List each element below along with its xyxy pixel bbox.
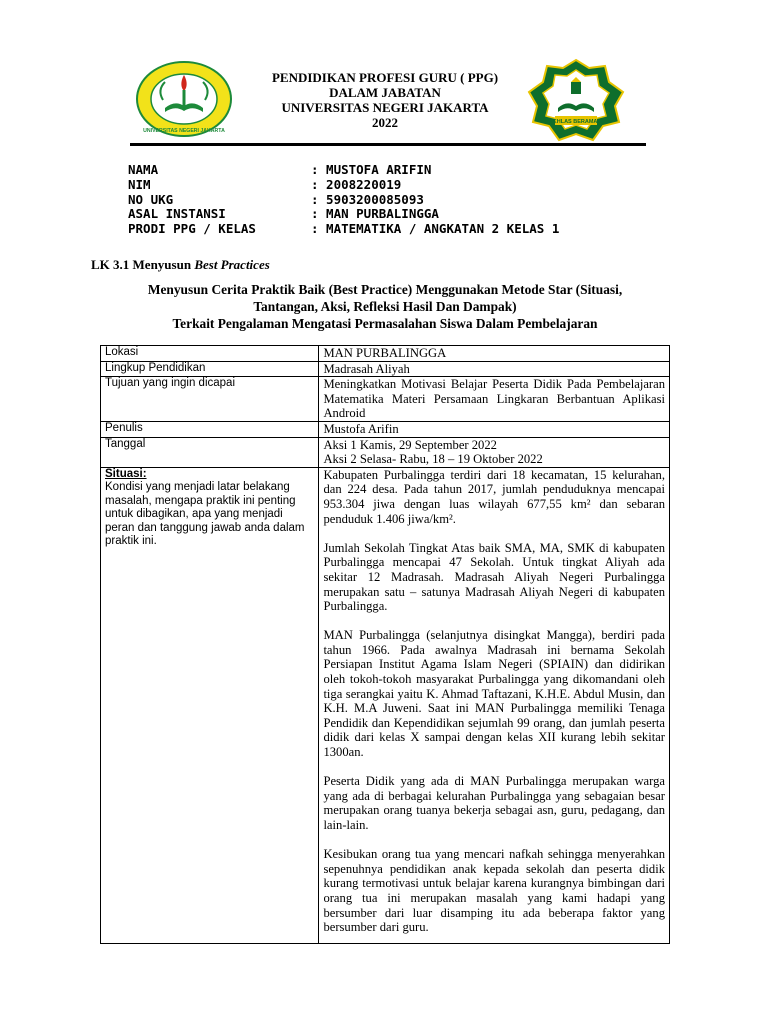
lk-italic: Best Practices [194,257,270,272]
kemenag-logo-text: IKHLAS BERAMAL [551,119,601,125]
title-line-2: Tantangan, Aksi, Refleksi Hasil Dan Dampak) [253,299,517,314]
table-row [101,421,670,437]
tanggal-aksi-1: Aksi 1 Kamis, 29 September 2022 [323,437,497,452]
identity-block [128,163,648,237]
tanggal-aksi-2: Aksi 2 Selasa- Rabu, 18 – 19 Oktober 2022 [323,452,543,467]
document-title [95,281,675,332]
row-value-tanggal [319,437,670,467]
header-title-block [232,70,538,130]
row-label-situasi [101,467,319,943]
situasi-paragraph: Peserta Didik yang ada di MAN Purbalingga merupakan warga yang ada di berbagai kelurahan Purbalingga yang sebagaian besar merupakan orang tuanya bekerja sebagai asn, guru, pedagang, dan lain-lain. [323,774,665,832]
row-value-penulis: Mustofa Arifin [319,421,670,437]
header-line-3: UNIVERSITAS NEGERI JAKARTA [281,100,489,115]
table-row [101,361,670,377]
identity-row [128,178,648,193]
lk-prefix: LK 3.1 Menyusun [91,257,195,272]
identity-value: : MUSTOFA ARIFIN [311,162,432,177]
lk-heading [91,257,270,273]
identity-value: : MAN PURBALINGGA [311,206,439,222]
row-value-lingkup: Madrasah Aliyah [319,361,670,377]
row-value-tujuan: Meningkatkan Motivasi Belajar Peserta Didik Pada Pembelajaran Matematika Materi Persamaan Lingkaran Berbantuan Aplikasi Android [319,377,670,422]
identity-key: PRODI PPG / KELAS [128,221,256,237]
identity-row [128,207,648,222]
unj-logo [135,60,233,138]
identity-key: NAMA [128,162,159,177]
situasi-description: Kondisi yang menjadi latar belakang masalah, mengapa praktik ini penting untuk dibagikan, apa yang menjadi peran dan tanggung jawab anda dalam praktik ini. [105,481,305,548]
row-value-situasi [319,467,670,943]
identity-key: NO UKG [128,191,174,207]
header-line-4: 2022 [372,115,398,130]
identity-value: : MATEMATIKA / ANGKATAN 2 KELAS 1 [311,221,560,237]
header-line-2: DALAM JABATAN [329,85,441,100]
row-label-tujuan: Tujuan yang ingin dicapai [101,377,319,422]
best-practice-table [100,345,670,944]
identity-value: : 5903200085093 [311,191,424,207]
identity-value: : 2008220019 [311,176,402,192]
unj-logo-text: UNIVERSITAS NEGERI JAKARTA [143,128,225,134]
row-label-lokasi: Lokasi [101,346,319,362]
situasi-paragraph: Kabupaten Purbalingga terdiri dari 18 kecamatan, 15 kelurahan, dan 224 desa. Pada tahun 2017, jumlah penduduknya mencapai 953.304 jiwa dengan luas wilayah 677,55 km² dan sebaran penduduk 1.406 jiwa/km². [323,467,665,526]
situasi-heading: Situasi: [105,467,147,480]
situasi-paragraph: MAN Purbalingga (selanjutnya disingkat Mangga), berdiri pada tahun 1966. Pada awalnya Madrasah ini bernama Sekolah Persiapan Institut Agama Islam Negeri (SPIAIN) dan didirikan oleh tokoh-tokoh masyarakat Purbalingga yang dikomandani oleh tiga serangkai yaitu K. Ahmad Taftazani, K.H.E. Abdul Musin, dan K.H. M.A Juweni. Saat ini MAN Purbalingga memiliki Tenaga Pendidik dan Kependidikan sejumlah 99 orang, dan jumlah peserta didik dari kelas X sampai dengan kelas XII kurang lebih sekitar 1300an. [323,628,665,760]
row-value-lokasi: MAN PURBALINGGA [319,346,670,362]
table-row [101,467,670,943]
situasi-paragraph: Kesibukan orang tua yang mencari nafkah sehingga menyerahkan sepenuhnya pendidikan anak kepada sekolah dan peserta didik kurang termotivasi untuk belajar karena kurangnya bimbingan dari orang tua ini merupakan masalah yang kami hadapi yang bersumber dari luar disamping itu ada beberapa faktor yang bersumber dari guru. [323,847,665,935]
identity-key: NIM [128,176,151,192]
row-label-penulis: Penulis [101,421,319,437]
header-divider [130,143,646,146]
identity-row [128,163,648,178]
title-line-1: Menyusun Cerita Praktik Baik (Best Practice) Menggunakan Metode Star (Situasi, [147,282,623,297]
table-row [101,437,670,467]
identity-row [128,193,648,208]
table-row [101,377,670,422]
situasi-paragraph: Jumlah Sekolah Tingkat Atas baik SMA, MA, SMK di kabupaten Purbalingga mencapai 47 Sekolah. Untuk tingkat Aliyah ada sekitar 12 Madrasah. Madrasah Aliyah Negeri Purbalingga merupakan satu – satunya Madrasah Aliyah Negeri di kabupaten Purbalingga. [323,540,665,614]
title-line-3: Terkait Pengalaman Mengatasi Permasalahan Siswa Dalam Pembelajaran [172,316,598,331]
header-line-1: PENDIDIKAN PROFESI GURU ( PPG) [271,70,499,85]
table-row [101,346,670,362]
row-label-lingkup: Lingkup Pendidikan [101,361,319,377]
kemenag-logo [527,58,625,142]
row-label-tanggal: Tanggal [101,437,319,467]
identity-key: ASAL INSTANSI [128,206,226,222]
identity-row [128,222,648,237]
